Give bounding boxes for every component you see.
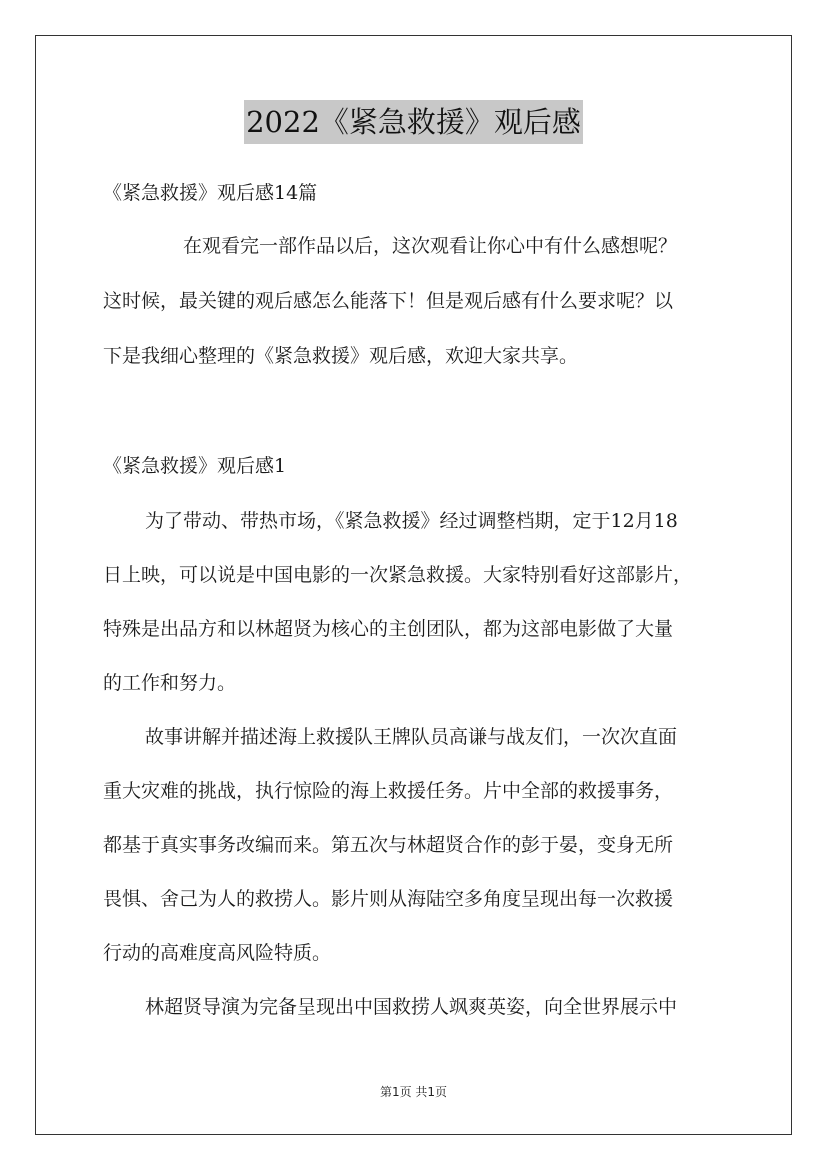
page-footer: 第1页 共1页 (379, 1085, 448, 1099)
intro-line-1: 在观看完一部作品以后，这次观看让你心中有什么感想呢？ (183, 235, 678, 257)
intro-line-3: 下是我细心整理的《紧急救援》观后感，欢迎大家共享。 (103, 345, 579, 367)
title-container (0, 100, 827, 144)
paragraph2-line-5: 行动的高难度高风险特质。 (103, 942, 332, 964)
document-title: 2022《紧急救援》观后感 (244, 100, 583, 144)
document-subtitle: 《紧急救援》观后感14篇 (103, 182, 318, 204)
paragraph2-line-3: 都基于真实事务改编而来。第五次与林超贤合作的彭于晏，变身无所 (103, 834, 674, 856)
paragraph1-line-1: 为了带动、带热市场，《紧急救援》经过调整档期，定于12月18 (145, 510, 678, 532)
paragraph1-line-2: 日上映，可以说是中国电影的一次紧急救援。大家特别看好这部影片， (103, 564, 693, 586)
intro-line-2: 这时候，最关键的观后感怎么能落下！但是观后感有什么要求呢？以 (103, 290, 674, 312)
paragraph2-line-1: 故事讲解并描述海上救援队王牌队员高谦与战友们，一次次直面 (145, 726, 678, 748)
paragraph1-line-3: 特殊是出品方和以林超贤为核心的主创团队，都为这部电影做了大量 (103, 618, 674, 640)
paragraph3-line-1: 林超贤导演为完备呈现出中国救捞人飒爽英姿，向全世界展示中 (145, 996, 678, 1018)
paragraph1-line-4: 的工作和努力。 (103, 672, 237, 694)
paragraph2-line-4: 畏惧、舍己为人的救捞人。影片则从海陆空多角度呈现出每一次救援 (103, 888, 674, 910)
paragraph2-line-2: 重大灾难的挑战，执行惊险的海上救援任务。片中全部的救援事务， (103, 780, 674, 802)
section-heading: 《紧急救援》观后感1 (103, 455, 287, 477)
